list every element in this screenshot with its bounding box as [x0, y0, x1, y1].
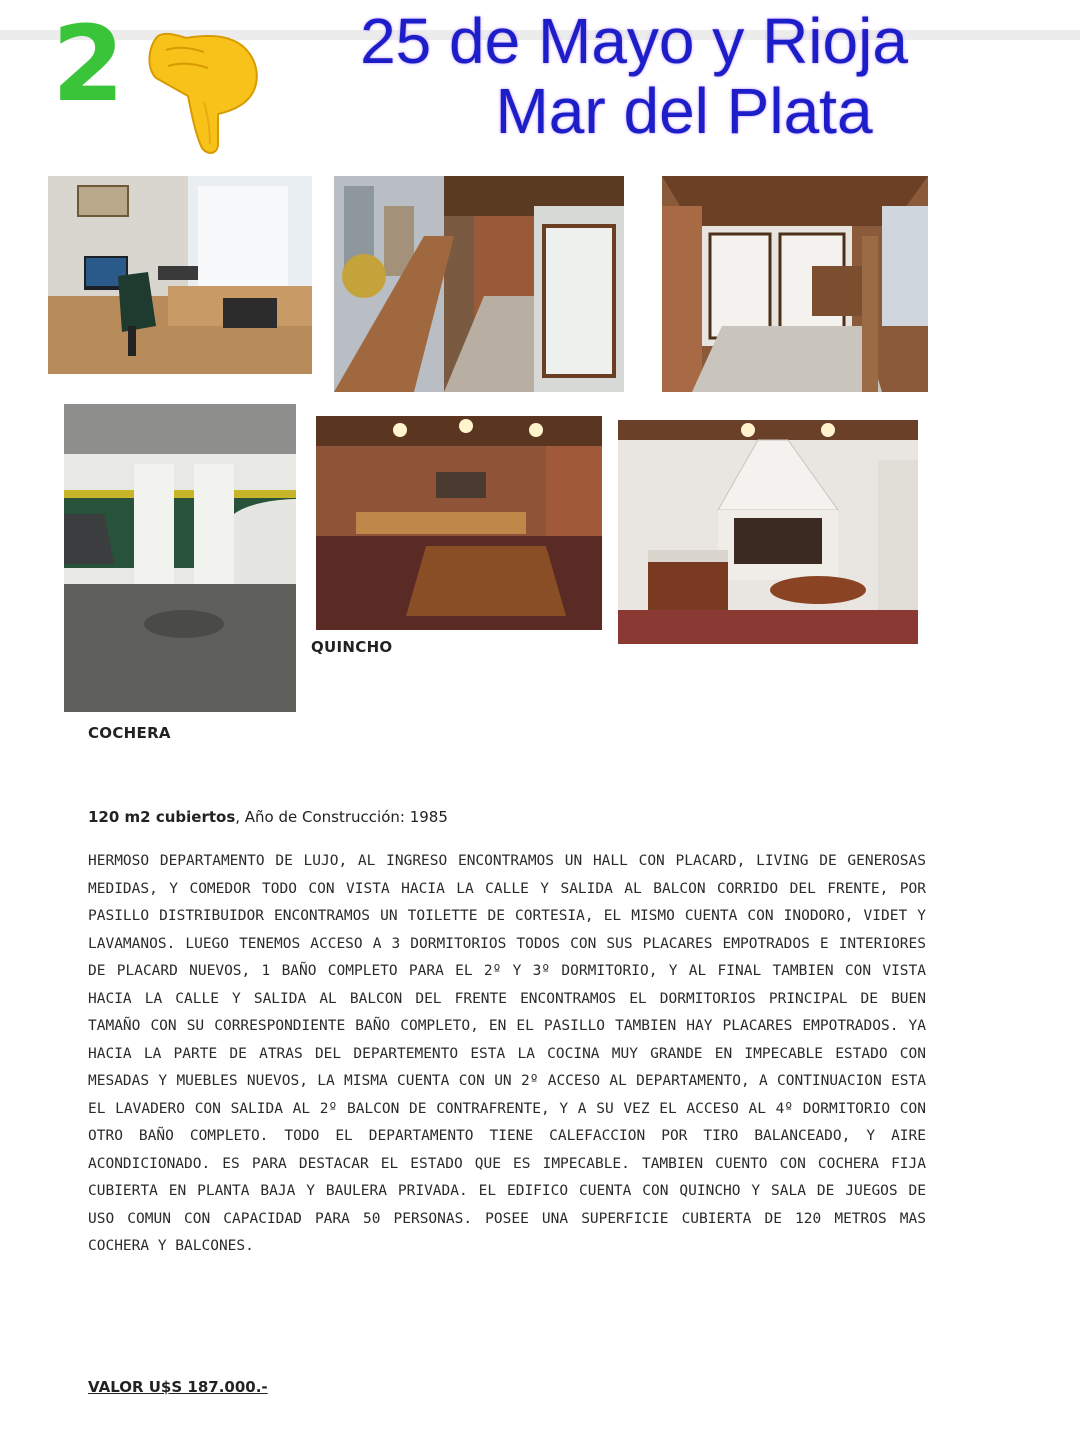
photo-office — [48, 176, 312, 374]
title-line-city: Mar del Plata — [495, 75, 873, 147]
photo-quincho — [316, 416, 602, 630]
photo-balcony-front — [334, 176, 624, 392]
photo-grill — [618, 420, 918, 644]
title-line-address: 25 de Mayo y Rioja — [360, 5, 908, 77]
summary-area: 120 m2 cubiertos — [88, 808, 236, 826]
caption-quincho: QUINCHO — [311, 638, 393, 656]
property-price: VALOR U$S 187.000.- — [88, 1378, 268, 1396]
property-description: HERMOSO DEPARTAMENTO DE LUJO, AL INGRESO ENCONTRAMOS UN HALL CON PLACARD, LIVING DE GENEROSAS MEDIDAS, Y COMEDOR TODO CON VISTA HACIA LA CALLE Y SALIDA AL BALCON CORRIDO DEL FRENTE, POR PASILLO DISTRIBUIDOR ENCONTRAMOS UN TOILETTE DE CORTESIA, EL MISMO CUENTA CON INODORO, VIDET Y LAVAMANOS. LUEGO TENEMOS ACCESO A 3 DORMITORIOS TODOS CON SUS PLACARES EMPOTRADOS E INTERIORES DE PLACARD NUEVOS, 1 BAÑO COMPLETO PARA EL 2º Y 3º DORMITORIO, Y AL FINAL TAMBIEN CON VISTA HACIA LA CALLE Y SALIDA AL BALCON DEL FRENTE ENCONTRAMOS EL DORMITORIOS PRINCIPAL DE BUEN TAMAÑO CON SU CORRESPONDIENTE BAÑO COMPLETO, EN EL PASILLO TAMBIEN HAY PLACARES EMPOTRADOS. YA HACIA LA PARTE DE ATRAS DEL DEPARTEMENTO ESTA LA COCINA MUY GRANDE EN IMPECABLE ESTADO CON MESADAS Y MUEBLES NUEVOS, LA MISMA CUENTA CON UN 2º ACCESO AL DEPARTAMENTO, A CONTINUACION ESTA EL LAVADERO CON SALIDA AL 2º BALCON DE CONTRAFRENTE, Y A SU VEZ EL ACCESO AL 4º DORMITORIO CON OTRO BAÑO COMPLETO. TODO EL DEPARTAMENTO TIENE CALEFACCION POR TIRO BALANCEADO, Y AIRE ACONDICIONADO. ES PARA DESTACAR EL ESTADO QUE ES IMPECABLE. TAMBIEN CUENTO CON COCHERA FIJA CUBIERTA EN PLANTA BAJA Y BAULERA PRIVADA. EL EDIFICO CUENTA CON QUINCHO Y SALA DE JUEGOS DE USO COMUN CON CAPACIDAD PARA 50 PERSONAS. POSEE UNA SUPERFICIE CUBIERTA DE 120 METROS MAS COCHERA Y BALCONES. — [88, 853, 926, 1254]
listing-number: 2 — [52, 3, 125, 125]
photo-balcony-side — [662, 176, 928, 392]
caption-cochera: COCHERA — [88, 724, 171, 742]
photo-garage — [64, 404, 296, 712]
summary-year: , Año de Construcción: 1985 — [235, 808, 448, 826]
pointing-down-hand-icon — [138, 6, 270, 156]
property-title — [294, 6, 974, 146]
property-summary — [88, 808, 448, 826]
